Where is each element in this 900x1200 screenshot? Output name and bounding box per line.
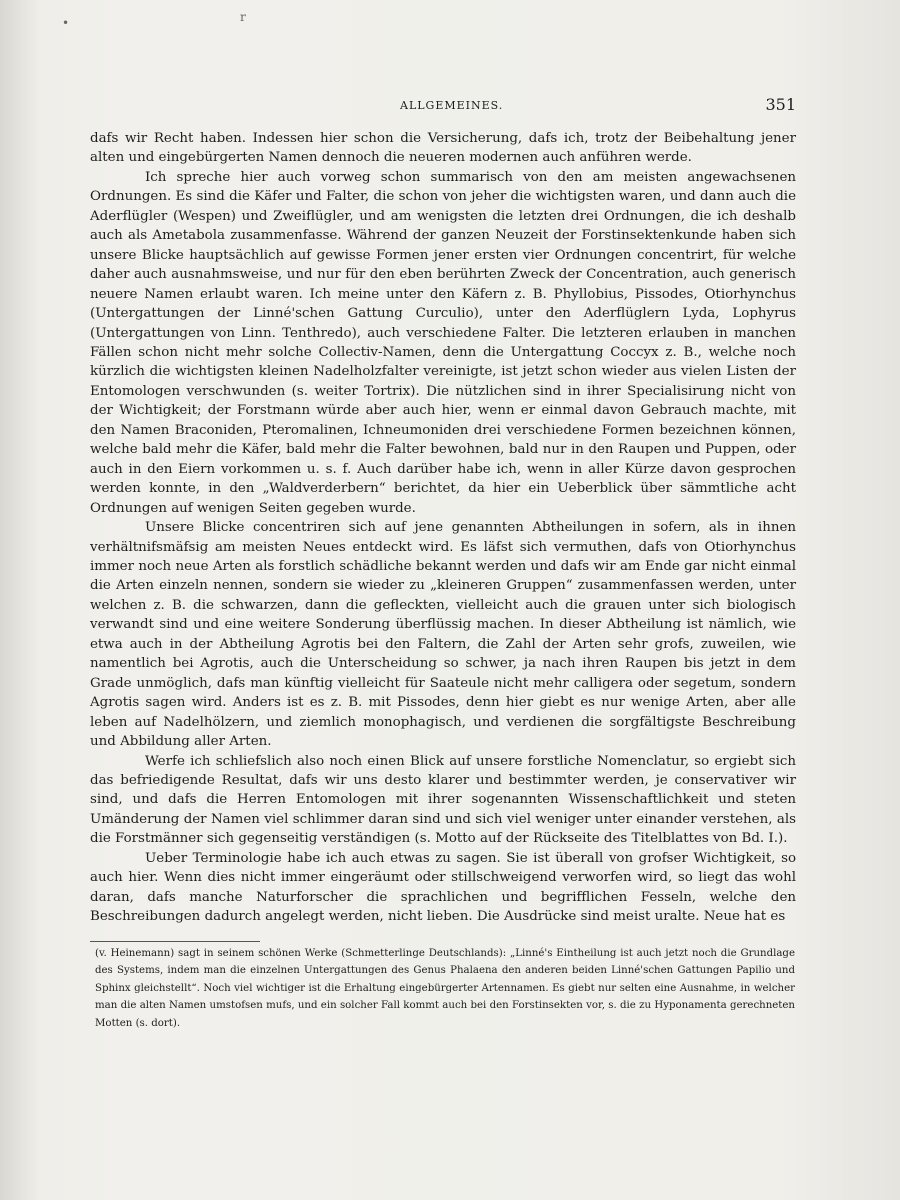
stray-dot-mark: • [62,16,70,30]
stray-pen-mark: r [240,10,246,24]
running-head: ALLGEMEINES. [400,99,504,112]
paragraph: Unsere Blicke concentriren sich auf jene genannten Abtheilungen in sofern, als in ihnen verhältnifsmäfsig am meisten Neues entdeckt wird. Es läfst sich vermuthen, dafs von Otiorhynchus immer noch neue Arten als forstlich schädliche bekannt werden und dafs wir am Ende gar nicht einmal die Arten einzeln nennen, sondern sie wieder zu „kleineren Gruppen“ zusammenfassen werden, unter welchen z. B. die schwarzen, dann die gefleckten, vielleicht auch die grauen unter sich biologisch verwandt sind und eine weitere Sonderung überflüssig machen. In dieser Abtheilung ist nämlich, wie etwa auch in der Abtheilung Agrotis bei den Faltern, die Zahl der Arten sehr grofs, zuweilen, wie namentlich bei Agrotis, auch die Unterscheidung so schwer, ja nach ihren Raupen bis jetzt in dem Grade unmöglich, dafs man künftig vielleicht für Saateule nicht mehr calligera oder segetum, sondern Agrotis sagen wird. Anders ist es z. B. mit Pissodes, denn hier giebt es nur wenige Arten, aber alle leben auf Nadelhölzern, und ziemlich monophagisch, und verdienen die sorgfältigste Beschreibung und Abbildung aller Arten. [90,520,796,750]
footnote: (v. Heinemann) sagt in seinem schönen Werke (Schmetterlinge Deutschlands): „Linné's Eintheilung ist auch jetzt noch die Grundlage des Systems, indem man die einzelnen Untergattungen des Genus Phalaena den anderen beiden Linné'schen Gattungen Papilio und Sphinx gleichstellt“. Noch viel wichtiger ist die Erhaltung eingebürgerter Artennamen. Es giebt nur selten eine Ausnahme, in welcher man die alten Namen umstofsen mufs, und ein solcher Fall kommt auch bei den Forstinsekten vor, s. die zu Hyponamenta gerechneten Motten (s. dort). [95,948,795,1029]
paragraph: Ueber Terminologie habe ich auch etwas zu sagen. Sie ist überall von grofser Wichtigkeit, so auch hier. Wenn dies nicht immer eingeräumt oder stillschweigend verworfen wird, so liegt das wohl daran, dafs manche Naturforscher die sprachlichen und begrifflichen Fesseln, welche den Beschreibungen dadurch angelegt werden, nicht lieben. Die Ausdrücke sind meist uralte. Neue hat es [90,850,796,925]
paragraph: Werfe ich schliefslich also noch einen Blick auf unsere forstliche Nomenclatur, so ergiebt sich das befriedigende Resultat, dafs wir uns desto klarer und bestimmter werden, je conservativer wir sind, und dafs die Herren Entomologen mit ihrer sogenannten Wissenschaftlichkeit und steten Umänderung der Namen viel schlimmer daran sind und sich viel weniger unter einander verstehen, als die Forstmänner sich gegenseitig verständigen (s. Motto auf der Rückseite des Titelblattes von Bd. I.). [90,753,796,847]
paragraph: dafs wir Recht haben. Indessen hier schon die Versicherung, dafs ich, trotz der Beibehaltung jener alten und eingebürgerten Namen dennoch die neueren modernen auch anführen werde. [90,131,796,166]
page-number: 351 [765,95,796,114]
page-header [90,95,796,119]
footnote-divider [90,941,260,942]
paragraph: Ich spreche hier auch vorweg schon summarisch von den am meisten angewachsenen Ordnungen. Es sind die Käfer und Falter, die schon von jeher die wichtigsten waren, und dann auch die Aderflügler (Wespen) und Zweiflügler, und am wenigsten die letzten drei Ordnungen, die ich deshalb auch als Ametabola zusammenfasse. Während der ganzen Neuzeit der Forstinsektenkunde haben sich unsere Blicke hauptsächlich auf gewisse Formen jener ersten vier Ordnungen concentrirt, für welche daher auch ausnahmsweise, und nur für den eben berührten Zweck der Concentration, auch generisch neuere Namen erlaubt waren. Ich meine unter den Käfern z. B. Phyllobius, Pissodes, Otiorhynchus (Untergattungen der Linné'schen Gattung Curculio), unter den Aderflüglern Lyda, Lophyrus (Untergattungen von Linn. Tenthredo), auch verschiedene Falter. Die letzteren erlauben in manchen Fällen schon nicht mehr solche Collectiv-Namen, denn die Untergattung Coccyx z. B., welche noch kürzlich die wichtigsten kleinen Nadelholzfalter vereinigte, ist jetzt schon wieder aus vielen Listen der Entomologen verschwunden (s. weiter Tortrix). Die nützlichen sind in ihrer Specialisirung nicht von der Wichtigkeit; der Forstmann würde aber auch hier, wenn er einmal davon Gebrauch machte, mit den Namen Braconiden, Pteromalinen, Ichneumoniden drei verschiedene Formen bezeichnen können, welche bald mehr die Käfer, bald mehr die Falter bewohnen, bald nur in den Raupen und Puppen, oder auch in den Eiern vorkommen u. s. f. Auch darüber habe ich, wenn in aller Kürze davon gesprochen werden konnte, in den „Waldverderbern“ berichtet, da hier ein Ueberblick über sämmtliche acht Ordnungen auf wenigen Seiten gegeben wurde. [90,169,796,516]
main-text [90,129,796,927]
